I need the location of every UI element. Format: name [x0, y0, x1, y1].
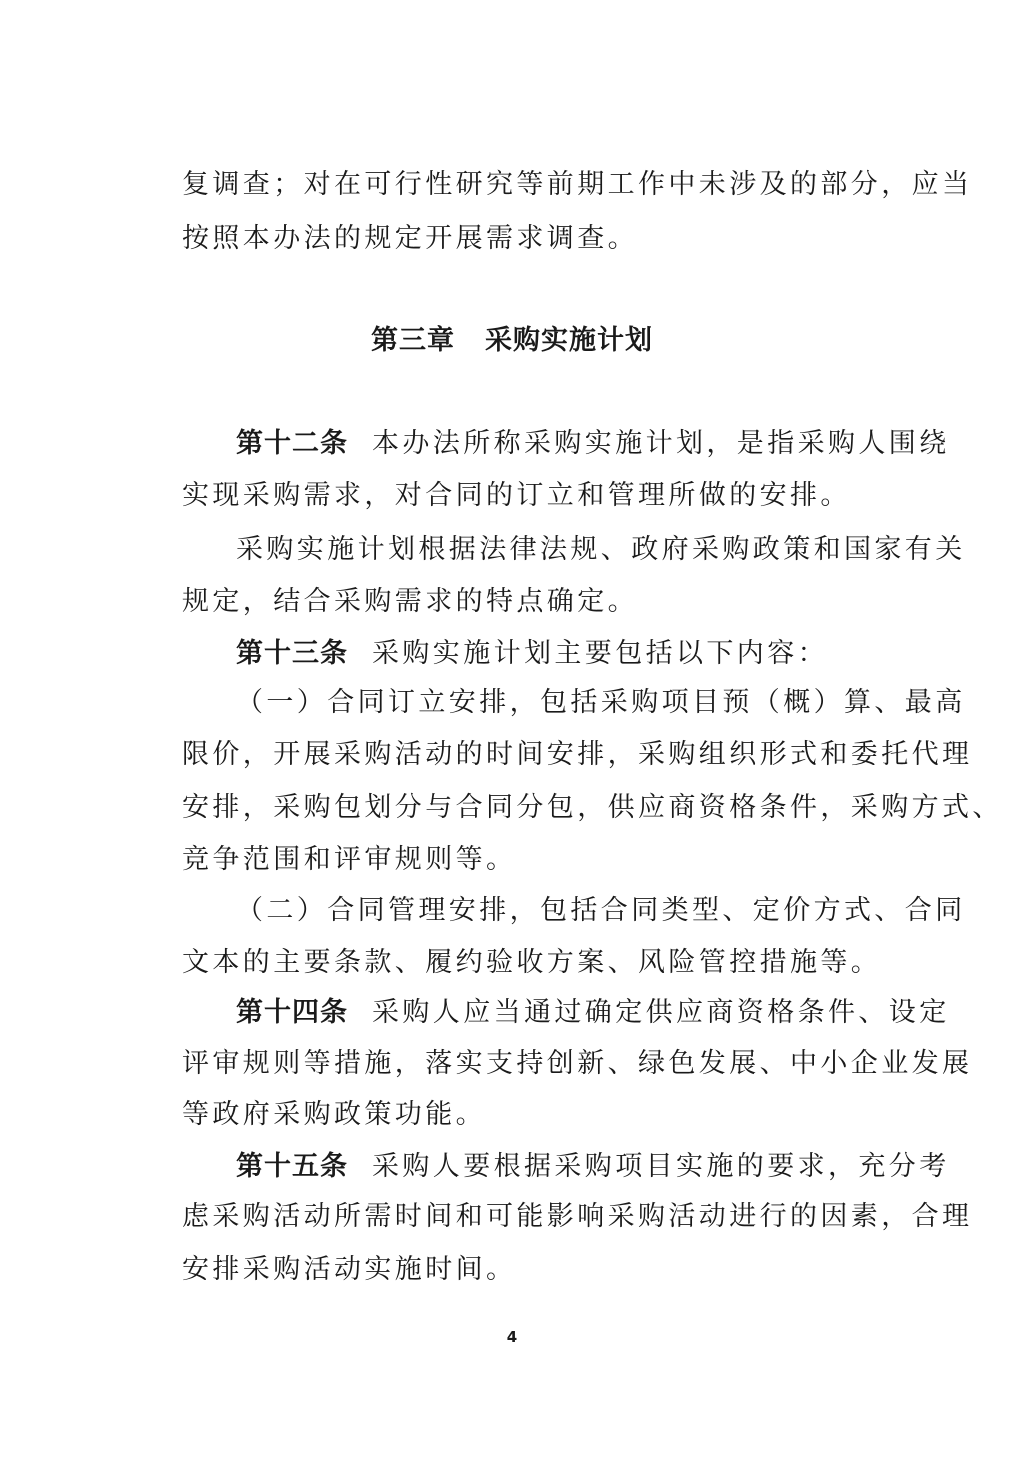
page-number: 4 [506, 1328, 518, 1346]
article-text: 采购人要根据采购项目实施的要求，充分考 [372, 1151, 950, 1182]
text-line: 安排，采购包划分与合同分包，供应商资格条件，采购方式、 [182, 792, 1003, 823]
text-line: 文本的主要条款、履约验收方案、风险管控措施等。 [182, 947, 882, 978]
chapter-heading [0, 324, 1024, 358]
text-line: （二）合同管理安排，包括合同类型、定价方式、合同 [236, 895, 966, 926]
text-line: 按照本办法的规定开展需求调查。 [182, 223, 638, 254]
article-12-line [236, 427, 950, 461]
article-14-line [236, 996, 950, 1030]
chapter-title: 采购实施计划 [485, 325, 653, 356]
article-text: 本办法所称采购实施计划，是指采购人围绕 [372, 428, 950, 459]
article-text: 采购人应当通过确定供应商资格条件、设定 [372, 997, 950, 1028]
text-line: （一）合同订立安排，包括采购项目预（概）算、最高 [236, 687, 966, 718]
chapter-number: 第三章 [371, 325, 455, 356]
text-line: 规定，结合采购需求的特点确定。 [182, 586, 638, 617]
text-line: 安排采购活动实施时间。 [182, 1254, 517, 1285]
article-label: 第十五条 [236, 1151, 348, 1182]
article-15-line [236, 1150, 950, 1184]
text-line: 虑采购活动所需时间和可能影响采购活动进行的因素，合理 [182, 1201, 973, 1232]
text-line: 竞争范围和评审规则等。 [182, 844, 517, 875]
text-line: 等政府采购政策功能。 [182, 1099, 486, 1130]
article-label: 第十三条 [236, 638, 348, 669]
article-13-line [236, 637, 857, 671]
text-line: 采购实施计划根据法律法规、政府采购政策和国家有关 [236, 534, 966, 565]
text-line: 实现采购需求，对合同的订立和管理所做的安排。 [182, 480, 851, 511]
text-line: 评审规则等措施，落实支持创新、绿色发展、中小企业发展 [182, 1048, 973, 1079]
text-line: 限价，开展采购活动的时间安排，采购组织形式和委托代理 [182, 739, 973, 770]
article-label: 第十四条 [236, 997, 348, 1028]
article-text: 采购实施计划主要包括以下内容： [372, 638, 828, 669]
article-label: 第十二条 [236, 428, 348, 459]
text-line: 复调查；对在可行性研究等前期工作中未涉及的部分，应当 [182, 169, 973, 200]
